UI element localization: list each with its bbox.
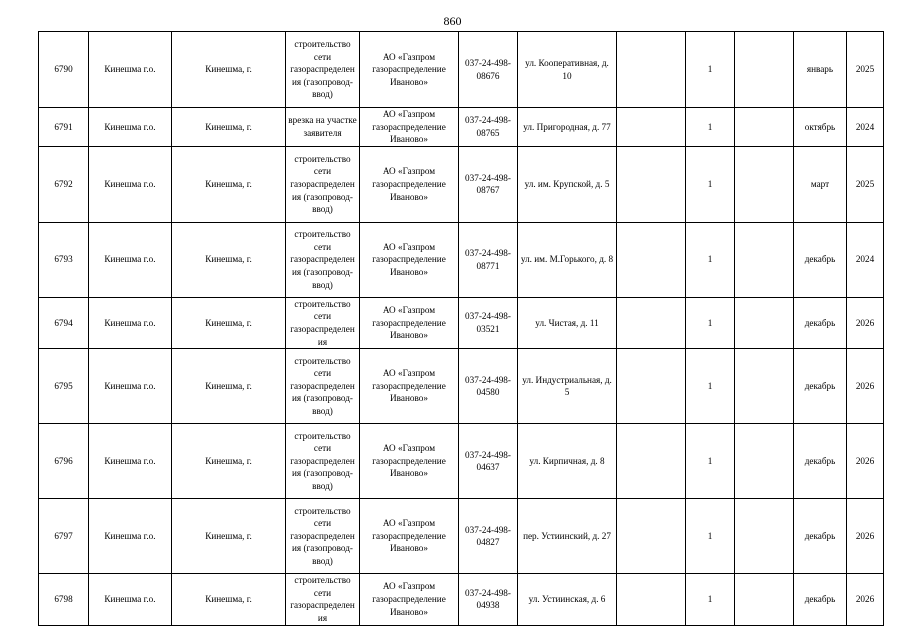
cell-row-number: 6792 <box>39 146 89 222</box>
cell-blank <box>735 574 794 625</box>
cell-district: Кинешма г.о. <box>89 32 172 108</box>
cell-locality: Кинешма, г. <box>172 574 286 625</box>
cell-district: Кинешма г.о. <box>89 297 172 348</box>
cell-year: 2026 <box>847 424 884 499</box>
table-row <box>39 574 884 625</box>
cell-blank <box>735 297 794 348</box>
cell-quantity: 1 <box>686 108 735 147</box>
cell-blank <box>735 424 794 499</box>
cell-blank <box>617 146 686 222</box>
table-row <box>39 108 884 147</box>
cell-quantity: 1 <box>686 574 735 625</box>
cell-operator: АО «Газпром газораспределение Иваново» <box>360 297 459 348</box>
cell-locality: Кинешма, г. <box>172 32 286 108</box>
cell-operator: АО «Газпром газораспределение Иваново» <box>360 424 459 499</box>
cell-district: Кинешма г.о. <box>89 574 172 625</box>
cell-quantity: 1 <box>686 349 735 424</box>
cell-district: Кинешма г.о. <box>89 499 172 574</box>
cell-operator: АО «Газпром газораспределение Иваново» <box>360 146 459 222</box>
cell-work-type: врезка на участке заявителя <box>286 108 360 147</box>
cell-work-type: строительство сети газораспределения <box>286 297 360 348</box>
cell-district: Кинешма г.о. <box>89 349 172 424</box>
cell-address: ул. Кооперативная, д. 10 <box>518 32 617 108</box>
cell-blank <box>617 574 686 625</box>
cell-locality: Кинешма, г. <box>172 424 286 499</box>
register-table <box>38 31 884 626</box>
cell-month: декабрь <box>794 574 847 625</box>
table-row <box>39 349 884 424</box>
cell-code: 037-24-498-08771 <box>459 222 518 297</box>
cell-year: 2026 <box>847 574 884 625</box>
cell-row-number: 6794 <box>39 297 89 348</box>
cell-district: Кинешма г.о. <box>89 108 172 147</box>
table-row <box>39 146 884 222</box>
cell-code: 037-24-498-08676 <box>459 32 518 108</box>
cell-year: 2026 <box>847 349 884 424</box>
cell-row-number: 6793 <box>39 222 89 297</box>
cell-address: ул. Чистая, д. 11 <box>518 297 617 348</box>
cell-locality: Кинешма, г. <box>172 146 286 222</box>
cell-year: 2025 <box>847 32 884 108</box>
cell-blank <box>735 32 794 108</box>
cell-month: март <box>794 146 847 222</box>
table-row <box>39 297 884 348</box>
cell-month: январь <box>794 32 847 108</box>
cell-operator: АО «Газпром газораспределение Иваново» <box>360 32 459 108</box>
cell-locality: Кинешма, г. <box>172 222 286 297</box>
table-row <box>39 32 884 108</box>
cell-year: 2024 <box>847 108 884 147</box>
cell-month: декабрь <box>794 222 847 297</box>
cell-blank <box>735 499 794 574</box>
cell-blank <box>617 222 686 297</box>
cell-address: ул. им. М.Горького, д. 8 <box>518 222 617 297</box>
cell-month: декабрь <box>794 349 847 424</box>
cell-code: 037-24-498-08765 <box>459 108 518 147</box>
cell-year: 2024 <box>847 222 884 297</box>
cell-row-number: 6791 <box>39 108 89 147</box>
cell-month: декабрь <box>794 424 847 499</box>
cell-quantity: 1 <box>686 424 735 499</box>
cell-blank <box>735 108 794 147</box>
cell-district: Кинешма г.о. <box>89 424 172 499</box>
cell-address: ул. Пригородная, д. 77 <box>518 108 617 147</box>
cell-locality: Кинешма, г. <box>172 349 286 424</box>
cell-quantity: 1 <box>686 146 735 222</box>
cell-work-type: строительство сети газораспределения (газопровод-ввод) <box>286 222 360 297</box>
cell-operator: АО «Газпром газораспределение Иваново» <box>360 499 459 574</box>
cell-district: Кинешма г.о. <box>89 146 172 222</box>
cell-address: пер. Устиинский, д. 27 <box>518 499 617 574</box>
cell-address: ул. им. Крупской, д. 5 <box>518 146 617 222</box>
cell-blank <box>617 297 686 348</box>
table-row <box>39 424 884 499</box>
cell-row-number: 6797 <box>39 499 89 574</box>
cell-quantity: 1 <box>686 499 735 574</box>
cell-quantity: 1 <box>686 222 735 297</box>
cell-row-number: 6795 <box>39 349 89 424</box>
cell-address: ул. Устиинская, д. 6 <box>518 574 617 625</box>
cell-blank <box>617 499 686 574</box>
cell-row-number: 6790 <box>39 32 89 108</box>
cell-work-type: строительство сети газораспределения (газопровод-ввод) <box>286 146 360 222</box>
cell-operator: АО «Газпром газораспределение Иваново» <box>360 574 459 625</box>
cell-code: 037-24-498-04637 <box>459 424 518 499</box>
cell-work-type: строительство сети газораспределения (газопровод-ввод) <box>286 424 360 499</box>
cell-district: Кинешма г.о. <box>89 222 172 297</box>
cell-quantity: 1 <box>686 32 735 108</box>
cell-address: ул. Индустриальная, д. 5 <box>518 349 617 424</box>
cell-code: 037-24-498-04827 <box>459 499 518 574</box>
cell-blank <box>735 146 794 222</box>
cell-operator: АО «Газпром газораспределение Иваново» <box>360 222 459 297</box>
cell-code: 037-24-498-08767 <box>459 146 518 222</box>
cell-work-type: строительство сети газораспределения (газопровод-ввод) <box>286 349 360 424</box>
cell-work-type: строительство сети газораспределения (газопровод-ввод) <box>286 32 360 108</box>
cell-code: 037-24-498-04580 <box>459 349 518 424</box>
cell-code: 037-24-498-03521 <box>459 297 518 348</box>
cell-locality: Кинешма, г. <box>172 297 286 348</box>
page-number: 860 <box>443 14 462 28</box>
cell-work-type: строительство сети газораспределения (газопровод-ввод) <box>286 499 360 574</box>
cell-month: декабрь <box>794 499 847 574</box>
cell-blank <box>735 222 794 297</box>
cell-month: октябрь <box>794 108 847 147</box>
cell-address: ул. Кирпичная, д. 8 <box>518 424 617 499</box>
cell-row-number: 6796 <box>39 424 89 499</box>
cell-locality: Кинешма, г. <box>172 108 286 147</box>
cell-blank <box>617 108 686 147</box>
cell-year: 2026 <box>847 297 884 348</box>
cell-work-type: строительство сети газораспределения <box>286 574 360 625</box>
cell-operator: АО «Газпром газораспределение Иваново» <box>360 108 459 147</box>
cell-year: 2025 <box>847 146 884 222</box>
cell-blank <box>617 424 686 499</box>
table-row <box>39 499 884 574</box>
cell-month: декабрь <box>794 297 847 348</box>
cell-quantity: 1 <box>686 297 735 348</box>
cell-locality: Кинешма, г. <box>172 499 286 574</box>
cell-blank <box>735 349 794 424</box>
cell-blank <box>617 349 686 424</box>
cell-operator: АО «Газпром газораспределение Иваново» <box>360 349 459 424</box>
cell-blank <box>617 32 686 108</box>
cell-year: 2026 <box>847 499 884 574</box>
table-row <box>39 222 884 297</box>
cell-row-number: 6798 <box>39 574 89 625</box>
cell-code: 037-24-498-04938 <box>459 574 518 625</box>
